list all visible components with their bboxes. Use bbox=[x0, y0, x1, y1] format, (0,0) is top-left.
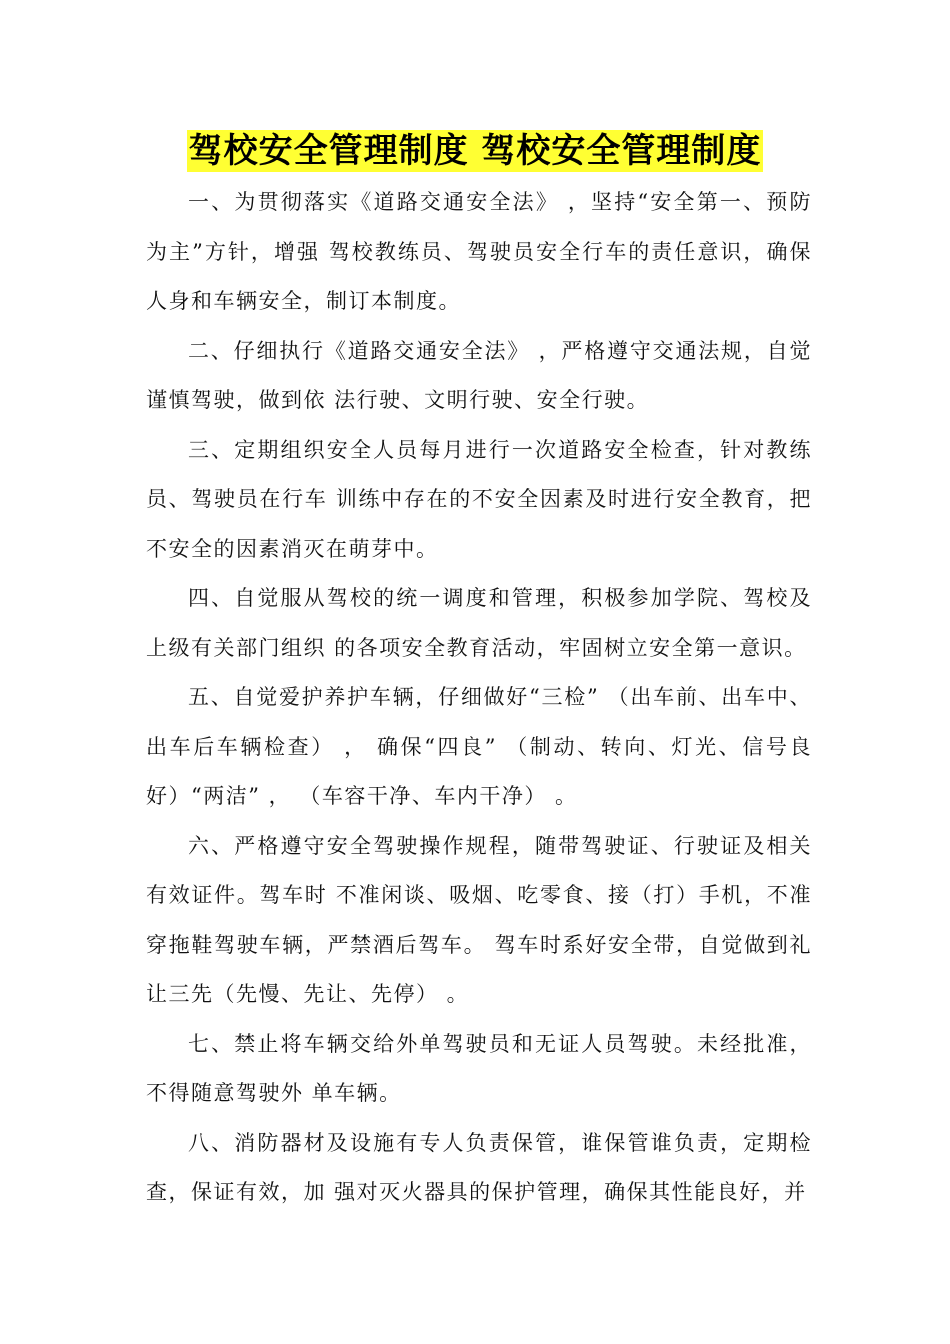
paragraph-2: 二、仔细执行《道路交通安全法》 ，严格遵守交通法规，自觉谨慎驾驶，做到依 法行驶、文明行驶、安全行驶。 bbox=[146, 338, 812, 412]
paragraph-6: 六、严格遵守安全驾驶操作规程，随带驾驶证、行驶证及相关有效证件。驾车时 不准闲谈、吸烟、吃零食、接（打）手机，不准穿拖鞋驾驶车辆，严禁酒后驾车。 驾车时系好安全带，自觉做到礼让三先（先慢、先让、先停） 。 bbox=[146, 833, 812, 1006]
paragraph-8: 八、消防器材及设施有专人负责保管，谁保管谁负责，定期检查，保证有效，加 强对灭火器具的保护管理，确保其性能良好，并 bbox=[146, 1130, 812, 1204]
paragraph-5: 五、自觉爱护养护车辆，仔细做好“三检” （出车前、出车中、出车后车辆检查） ， 确保“四良” （制动、转向、灯光、信号良好）“两洁” ， （车容干净、车内干净） 。 bbox=[146, 685, 812, 808]
page-title: 驾校安全管理制度 驾校安全管理制度 bbox=[188, 131, 762, 171]
paragraph-1: 一、为贯彻落实《道路交通安全法》 ，坚持“安全第一、预防为主”方针，增强 驾校教练员、驾驶员安全行车的责任意识，确保人身和车辆安全，制订本制度。 bbox=[146, 190, 812, 313]
paragraph-7: 七、禁止将车辆交给外单驾驶员和无证人员驾驶。未经批准，不得随意驾驶外 单车辆。 bbox=[146, 1031, 812, 1105]
title-container bbox=[0, 130, 950, 172]
document-body bbox=[146, 178, 812, 1218]
paragraph-4: 四、自觉服从驾校的统一调度和管理，积极参加学院、驾校及上级有关部门组织 的各项安全教育活动，牢固树立安全第一意识。 bbox=[146, 586, 812, 660]
paragraph-3: 三、定期组织安全人员每月进行一次道路安全检查，针对教练员、驾驶员在行车 训练中存在的不安全因素及时进行安全教育，把不安全的因素消灭在萌芽中。 bbox=[146, 437, 812, 561]
